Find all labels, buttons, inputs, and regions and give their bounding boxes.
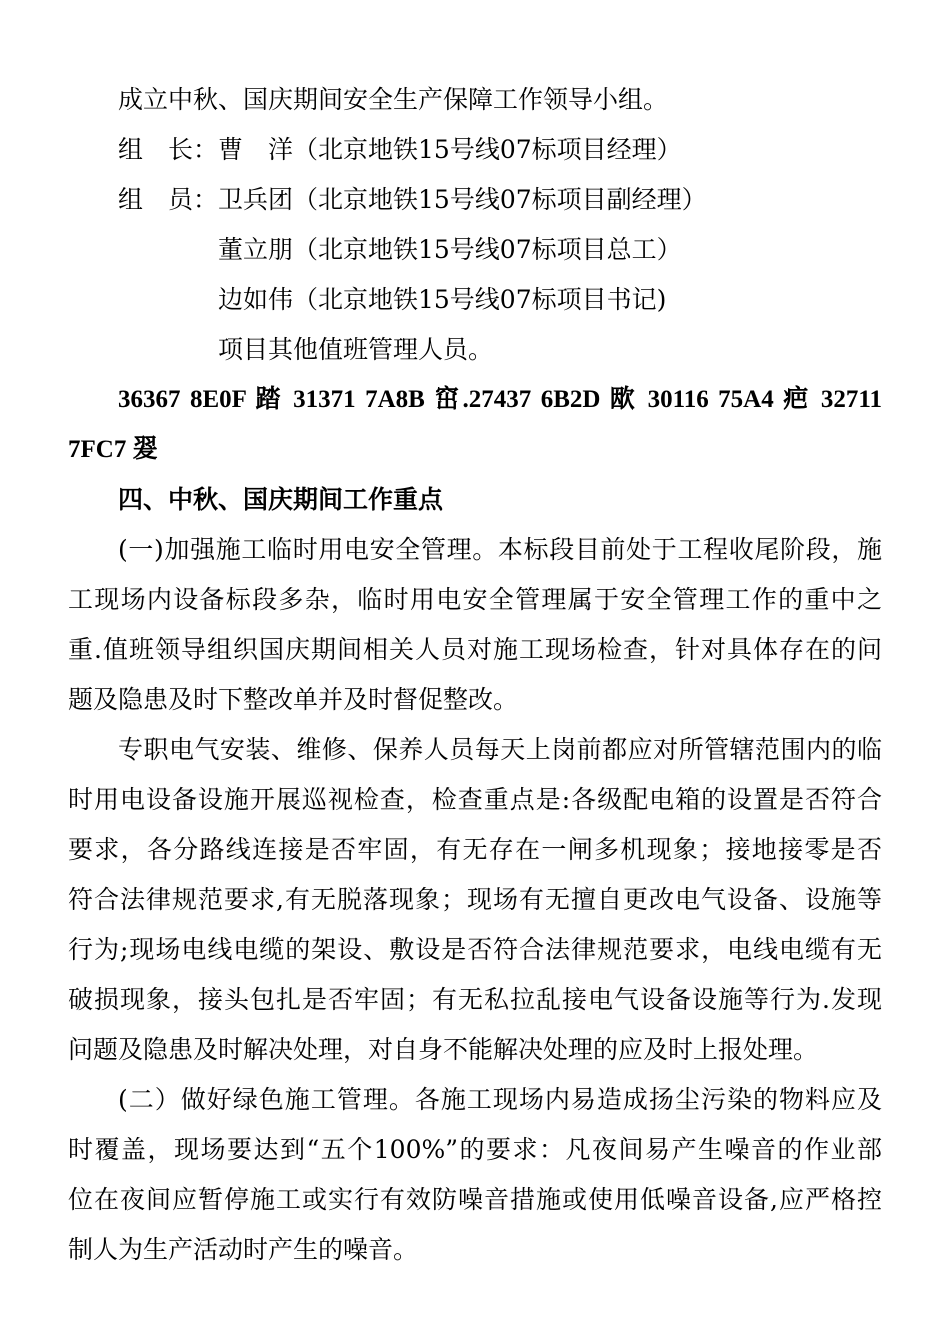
paragraph-line: (一)加强施工临时用电安全管理。本标段目前处于工程收尾阶段，施 [118, 535, 882, 564]
paragraph-line: 位在夜间应暂停施工或实行有效防噪音措施或使用低噪音设备,应严格控 [68, 1185, 882, 1214]
code-line: 7FC7 翇 [68, 436, 158, 463]
paragraph-line: 重.值班领导组织国庆期间相关人员对施工现场检查，针对具体存在的问 [68, 635, 882, 664]
section-heading: 四、中秋、国庆期间工作重点 [118, 485, 444, 514]
paragraph-line: 制人为生产活动时产生的噪音。 [68, 1235, 419, 1264]
paragraph-line: 题及隐患及时下整改单并及时督促整改。 [68, 685, 519, 714]
code-line: 36367 8E0F 踏 31371 7A8B 窋.27437 6B2D 欭 30116 75A4 疤 32711 [118, 386, 882, 413]
paragraph-line: 问题及隐患及时解决处理，对自身不能解决处理的应及时上报处理。 [68, 1035, 819, 1064]
paragraph-line: 时覆盖，现场要达到“五个100%”的要求：凡夜间易产生噪音的作业部 [68, 1135, 882, 1164]
paragraph-line: (二）做好绿色施工管理。各施工现场内易造成扬尘污染的物料应及 [118, 1085, 882, 1114]
paragraph-line: 符合法律规范要求,有无脱落现象；现场有无擅自更改电气设备、设施等 [68, 885, 882, 914]
team-member-line: 董立朋（北京地铁15号线07标项目总工） [218, 235, 682, 264]
paragraph-line: 成立中秋、国庆期间安全生产保障工作领导小组。 [118, 85, 669, 114]
paragraph-line: 时用电设备设施开展巡视检查，检查重点是:各级配电箱的设置是否符合 [68, 785, 882, 814]
team-leader-line: 组 长：曹 洋（北京地铁15号线07标项目经理） [118, 135, 682, 164]
paragraph-line: 工现场内设备标段多杂，临时用电安全管理属于安全管理工作的重中之 [68, 585, 882, 614]
team-member-line: 组 员：卫兵团（北京地铁15号线07标项目副经理） [118, 185, 707, 214]
paragraph-line: 要求，各分路线连接是否牢固，有无存在一闸多机现象；接地接零是否 [68, 835, 882, 864]
paragraph-line: 破损现象，接头包扎是否牢固；有无私拉乱接电气设备设施等行为.发现 [68, 985, 882, 1014]
paragraph-line: 行为;现场电线电缆的架设、敷设是否符合法律规范要求，电线电缆有无 [68, 935, 882, 964]
team-member-line: 边如伟（北京地铁15号线07标项目书记) [218, 285, 667, 314]
paragraph-line: 专职电气安装、维修、保养人员每天上岗前都应对所管辖范围内的临 [118, 735, 882, 764]
team-member-line: 项目其他值班管理人员。 [218, 335, 494, 364]
